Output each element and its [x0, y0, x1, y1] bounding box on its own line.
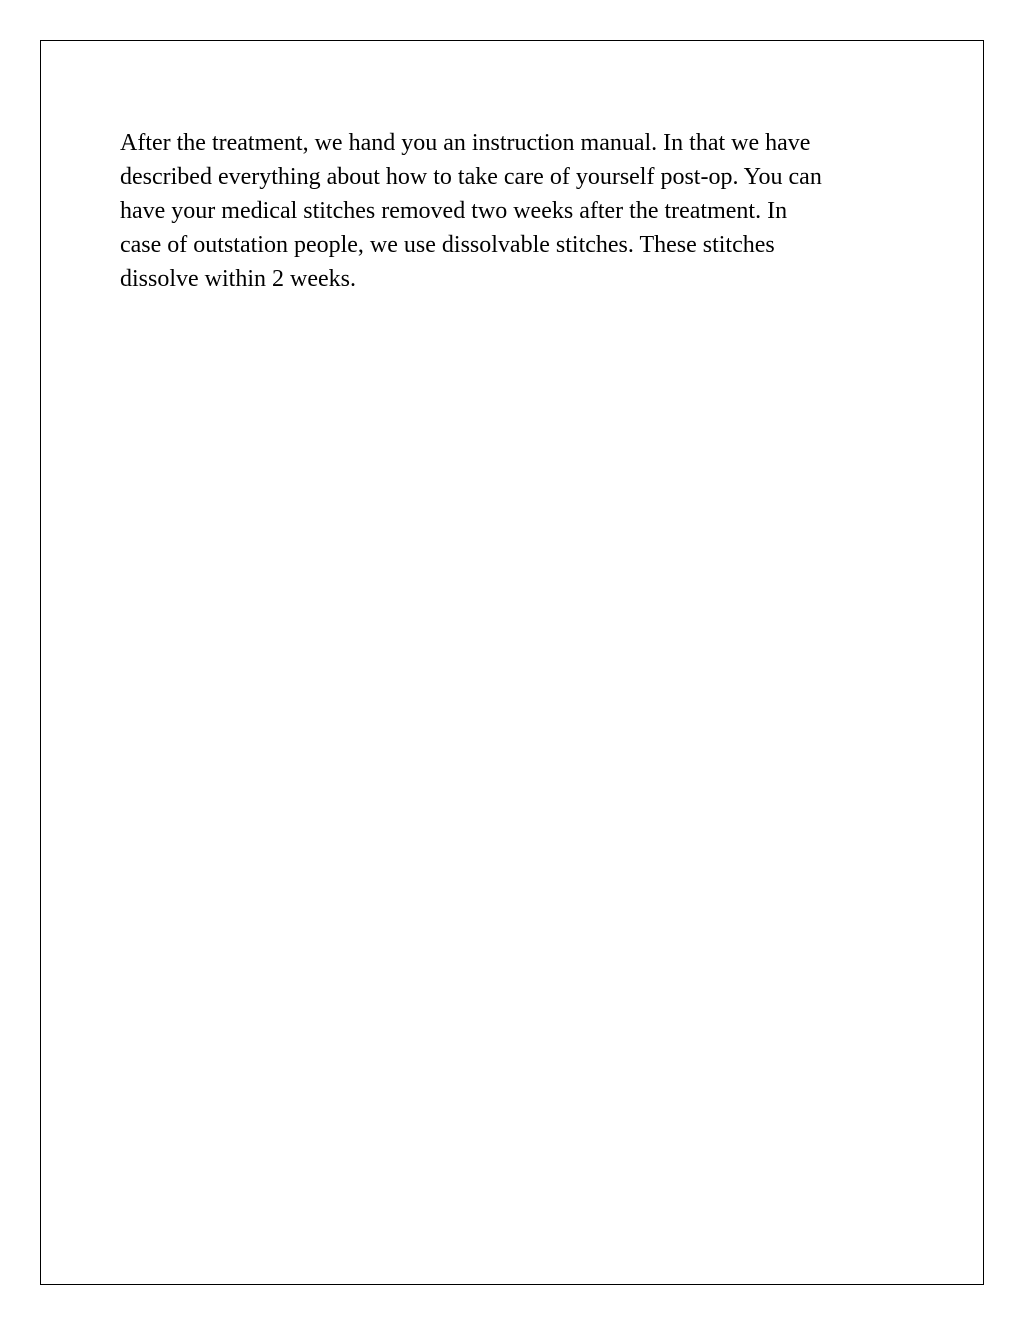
paragraph-line: case of outstation people, we use dissolvable stitches. These stitches: [120, 232, 775, 258]
paragraph-line: After the treatment, we hand you an instruction manual. In that we have: [120, 130, 811, 156]
paragraph-line: have your medical stitches removed two weeks after the treatment. In: [120, 198, 788, 224]
paragraph-line: described everything about how to take care of yourself post-op. You can: [120, 164, 822, 190]
paragraph-line: dissolve within 2 weeks.: [120, 266, 356, 292]
body-paragraph: [120, 126, 910, 296]
